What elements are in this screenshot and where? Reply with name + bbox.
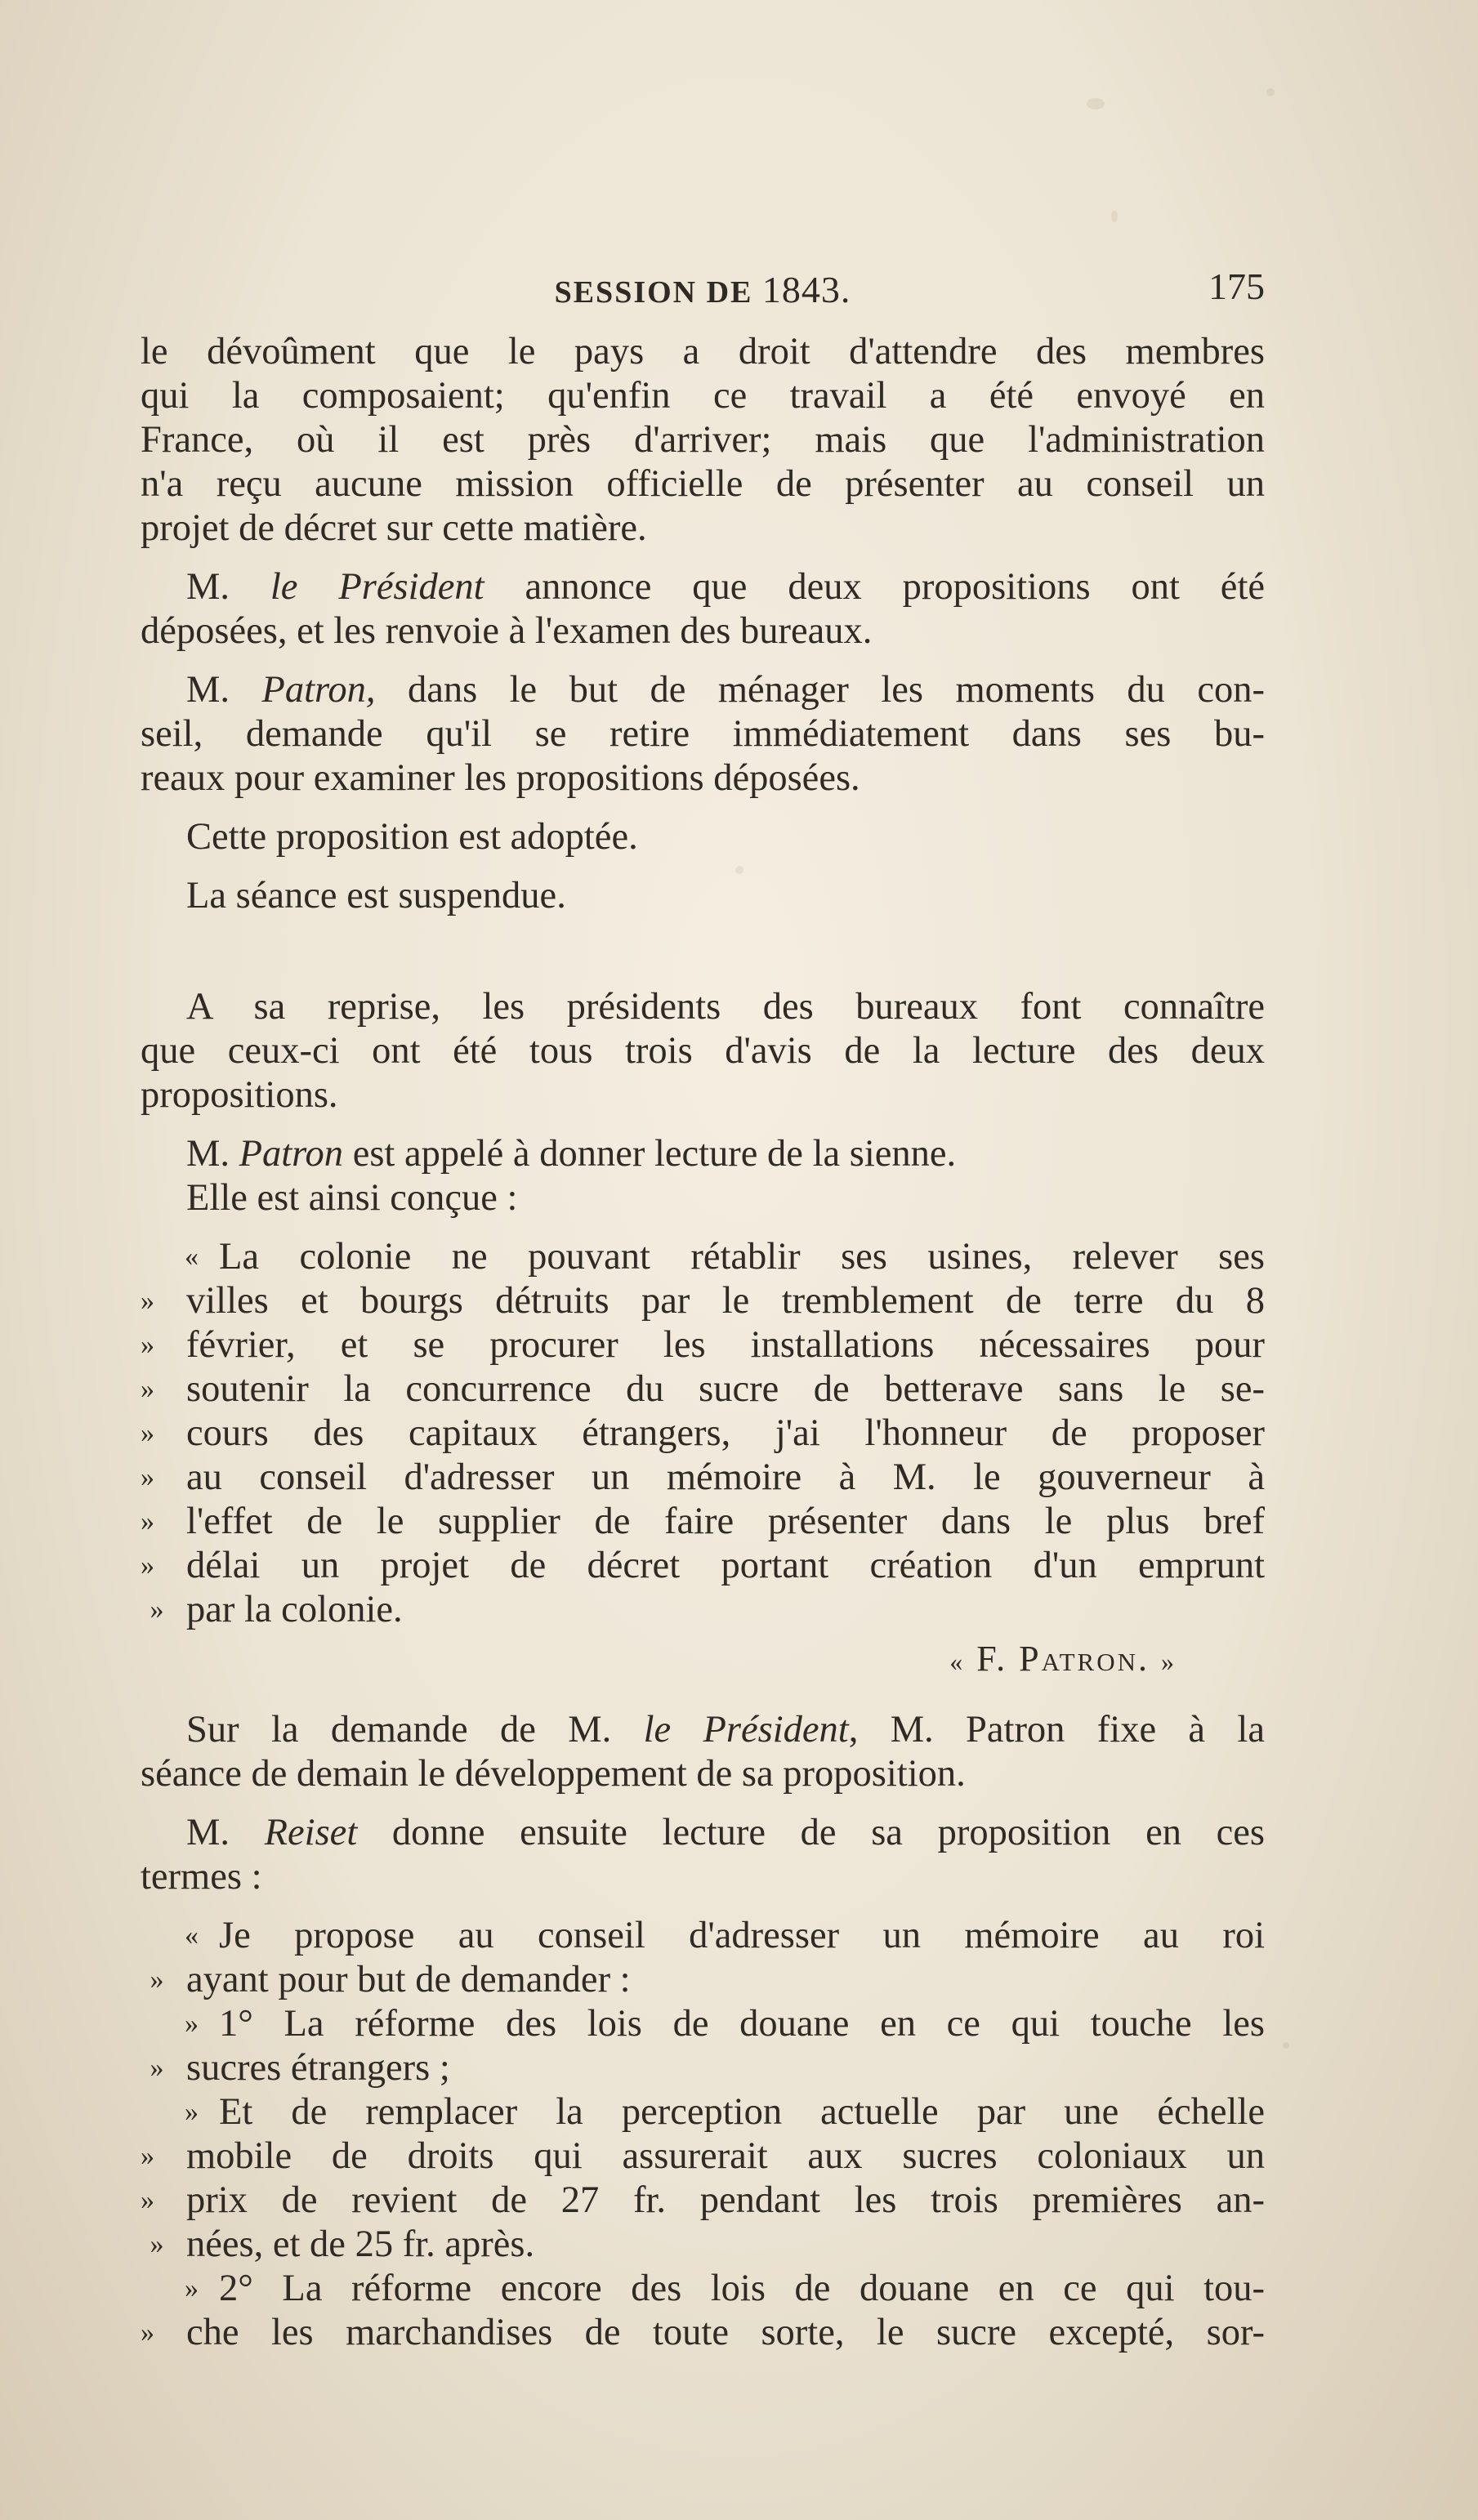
paragraph-9 xyxy=(141,1708,1265,1796)
text-line xyxy=(141,1708,1265,1752)
quoted-proposition-reiset xyxy=(141,1914,1265,2355)
body-text xyxy=(141,330,1265,2355)
quote-line xyxy=(150,1958,1265,2002)
quote-text: villes et bourgs détruits par le tremblement de terre du 8 xyxy=(186,1280,1265,1322)
quote-line xyxy=(141,1279,1265,1323)
quote-line xyxy=(186,2090,1265,2134)
speaker-prefix: M. xyxy=(186,669,262,711)
paragraph-10 xyxy=(141,1811,1265,1899)
text-line: reaux pour examiner les propositions déposées. xyxy=(141,757,860,799)
quote-mark: « xyxy=(185,1242,199,1272)
speaker-prefix: M. xyxy=(186,566,270,608)
text-line: déposées, et les renvoie à l'examen des bureaux. xyxy=(141,610,873,652)
signature-close-mark: » xyxy=(1161,1647,1177,1676)
quote-text: l'effet de le supplier de faire présenter dans le plus bref xyxy=(186,1501,1265,1542)
quote-mark: » xyxy=(150,1595,164,1625)
quote-text: 2° La réforme encore des lois de douane en ce qui tou- xyxy=(219,2268,1265,2309)
quote-text: sucres étrangers ; xyxy=(186,2047,450,2089)
quote-text: ayant pour but de demander : xyxy=(186,1959,631,2000)
quote-line xyxy=(186,2002,1265,2046)
quote-line xyxy=(150,1588,1265,1632)
running-head xyxy=(141,268,1265,311)
text-fragment: annonce que deux propositions ont été xyxy=(484,566,1265,608)
quote-line xyxy=(186,1235,1265,1279)
speaker-name: Patron xyxy=(239,1133,344,1175)
quote-text: prix de revient de 27 fr. pendant les trois premières an- xyxy=(186,2179,1265,2221)
text-line: projet de décret sur cette matière. xyxy=(141,507,647,549)
quote-text: 1° La réforme des lois de douane en ce qui touche les xyxy=(219,2003,1265,2045)
text-line: termes : xyxy=(141,1856,262,1898)
paragraph-5 xyxy=(141,874,1265,918)
quote-text: délai un projet de décret portant création d'un emprunt xyxy=(186,1545,1265,1586)
quote-text: Je propose au conseil d'adresser un mémoire au roi xyxy=(219,1915,1265,1956)
text-fragment: dans le but de ménager les moments du con- xyxy=(375,669,1265,711)
text-line xyxy=(141,1811,1265,1855)
paragraph-7 xyxy=(141,1132,1265,1176)
quote-line xyxy=(141,2311,1265,2355)
quote-line xyxy=(141,1544,1265,1588)
paragraph-8 xyxy=(141,1176,1265,1220)
quote-line xyxy=(141,1500,1265,1544)
quote-mark: « xyxy=(185,1920,199,1951)
speaker-name: le Président xyxy=(643,1709,849,1751)
quote-line xyxy=(141,1323,1265,1367)
quoted-proposition-patron xyxy=(141,1235,1265,1632)
quote-text: par la colonie. xyxy=(186,1589,403,1630)
quote-text: nées, et de 25 fr. après. xyxy=(186,2223,535,2265)
text-fragment: , M. Patron fixe à la xyxy=(848,1709,1265,1751)
quote-line xyxy=(150,2223,1265,2267)
quote-line xyxy=(141,2179,1265,2223)
quote-line xyxy=(141,1367,1265,1412)
quote-mark: » xyxy=(141,1550,154,1581)
text-line: La séance est suspendue. xyxy=(186,875,566,917)
section-gap xyxy=(141,933,1265,985)
paragraph-4 xyxy=(141,815,1265,859)
text-line: séance de demain le développement de sa proposition. xyxy=(141,1753,966,1795)
quote-line xyxy=(141,1456,1265,1500)
quote-mark: » xyxy=(150,1965,164,1995)
quote-mark: » xyxy=(141,1418,154,1448)
quote-text: au conseil d'adresser un mémoire à M. le gouverneur à xyxy=(186,1456,1265,1498)
text-line: que ceux-ci ont été tous trois d'avis de la lecture des deux xyxy=(141,1030,1265,1072)
quote-mark: » xyxy=(141,2317,154,2348)
text-line: n'a reçu aucune mission officielle de présenter au conseil un xyxy=(141,463,1265,505)
quote-line xyxy=(186,2267,1265,2311)
speaker-name: Reiset xyxy=(264,1812,358,1853)
text-line xyxy=(141,1132,1265,1176)
text-line xyxy=(141,668,1265,712)
text-line: France, où il est près d'arriver; mais que l'administration xyxy=(141,419,1265,461)
page-header xyxy=(141,265,1265,317)
quote-line xyxy=(141,2134,1265,2179)
paragraph-6 xyxy=(141,985,1265,1117)
quote-text: soutenir la concurrence du sucre de betterave sans le se- xyxy=(186,1368,1265,1410)
signature-name: F. Patron. xyxy=(976,1639,1150,1679)
quote-mark: » xyxy=(141,1374,154,1404)
quote-text: La colonie ne pouvant rétablir ses usines, relever ses xyxy=(219,1236,1265,1278)
speaker-name: le Président xyxy=(270,566,484,608)
quote-text: cours des capitaux étrangers, j'ai l'honneur de proposer xyxy=(186,1412,1265,1454)
paragraph-1 xyxy=(141,330,1265,551)
signature-open-mark: « xyxy=(949,1647,966,1676)
paragraph-2 xyxy=(141,565,1265,653)
quote-mark: » xyxy=(141,1506,154,1537)
text-fragment: Sur la demande de M. xyxy=(186,1709,644,1751)
text-line: Cette proposition est adoptée. xyxy=(186,816,638,858)
text-line: le dévoûment que le pays a droit d'attendre des membres xyxy=(141,331,1265,372)
text-fragment: est appelé à donner lecture de la sienne. xyxy=(343,1133,957,1175)
text-line: seil, demande qu'il se retire immédiatement dans ses bu- xyxy=(141,713,1265,755)
text-fragment: M. xyxy=(186,1812,265,1853)
quote-mark: » xyxy=(141,2185,154,2215)
quote-mark: » xyxy=(141,2141,154,2171)
text-line: A sa reprise, les présidents des bureaux font connaître xyxy=(186,986,1265,1028)
text-line xyxy=(141,565,1265,609)
quote-text: mobile de droits qui assurerait aux sucres coloniaux un xyxy=(186,2135,1265,2177)
quote-mark: » xyxy=(141,1462,154,1492)
page-number: 175 xyxy=(1208,265,1265,307)
quote-mark: » xyxy=(185,2009,199,2039)
speaker-prefix: M. xyxy=(186,1133,239,1175)
text-line: propositions. xyxy=(141,1074,338,1116)
quote-mark: » xyxy=(185,2273,199,2304)
text-fragment: donne ensuite lecture de sa proposition en ces xyxy=(357,1812,1265,1853)
quote-mark: » xyxy=(150,2053,164,2083)
text-line: Elle est ainsi conçue : xyxy=(186,1177,518,1219)
paper-stain xyxy=(1087,98,1105,109)
quote-text: février, et se procurer les installations nécessaires pour xyxy=(186,1324,1265,1366)
quote-mark: » xyxy=(141,1286,154,1316)
paper-stain xyxy=(1111,211,1118,222)
quote-text: Et de remplacer la perception actuelle par une échelle xyxy=(219,2091,1265,2133)
paragraph-3 xyxy=(141,668,1265,801)
quote-line xyxy=(150,2046,1265,2090)
text-line: qui la composaient; qu'enfin ce travail a été envoyé en xyxy=(141,375,1265,417)
quote-line xyxy=(186,1914,1265,1958)
signature xyxy=(141,1637,1177,1684)
speaker-name: Patron, xyxy=(261,669,376,711)
paper-stain xyxy=(1266,88,1275,96)
quote-text: che les marchandises de toute sorte, le sucre excepté, sor- xyxy=(186,2312,1265,2353)
running-head-title: SESSION DE xyxy=(554,275,753,310)
quote-mark: » xyxy=(185,2097,199,2127)
running-head-year: 1843. xyxy=(761,269,851,310)
quote-mark: » xyxy=(150,2229,164,2259)
paper-stain xyxy=(1283,2042,1289,2049)
quote-mark: » xyxy=(141,1330,154,1360)
quote-line xyxy=(141,1412,1265,1456)
